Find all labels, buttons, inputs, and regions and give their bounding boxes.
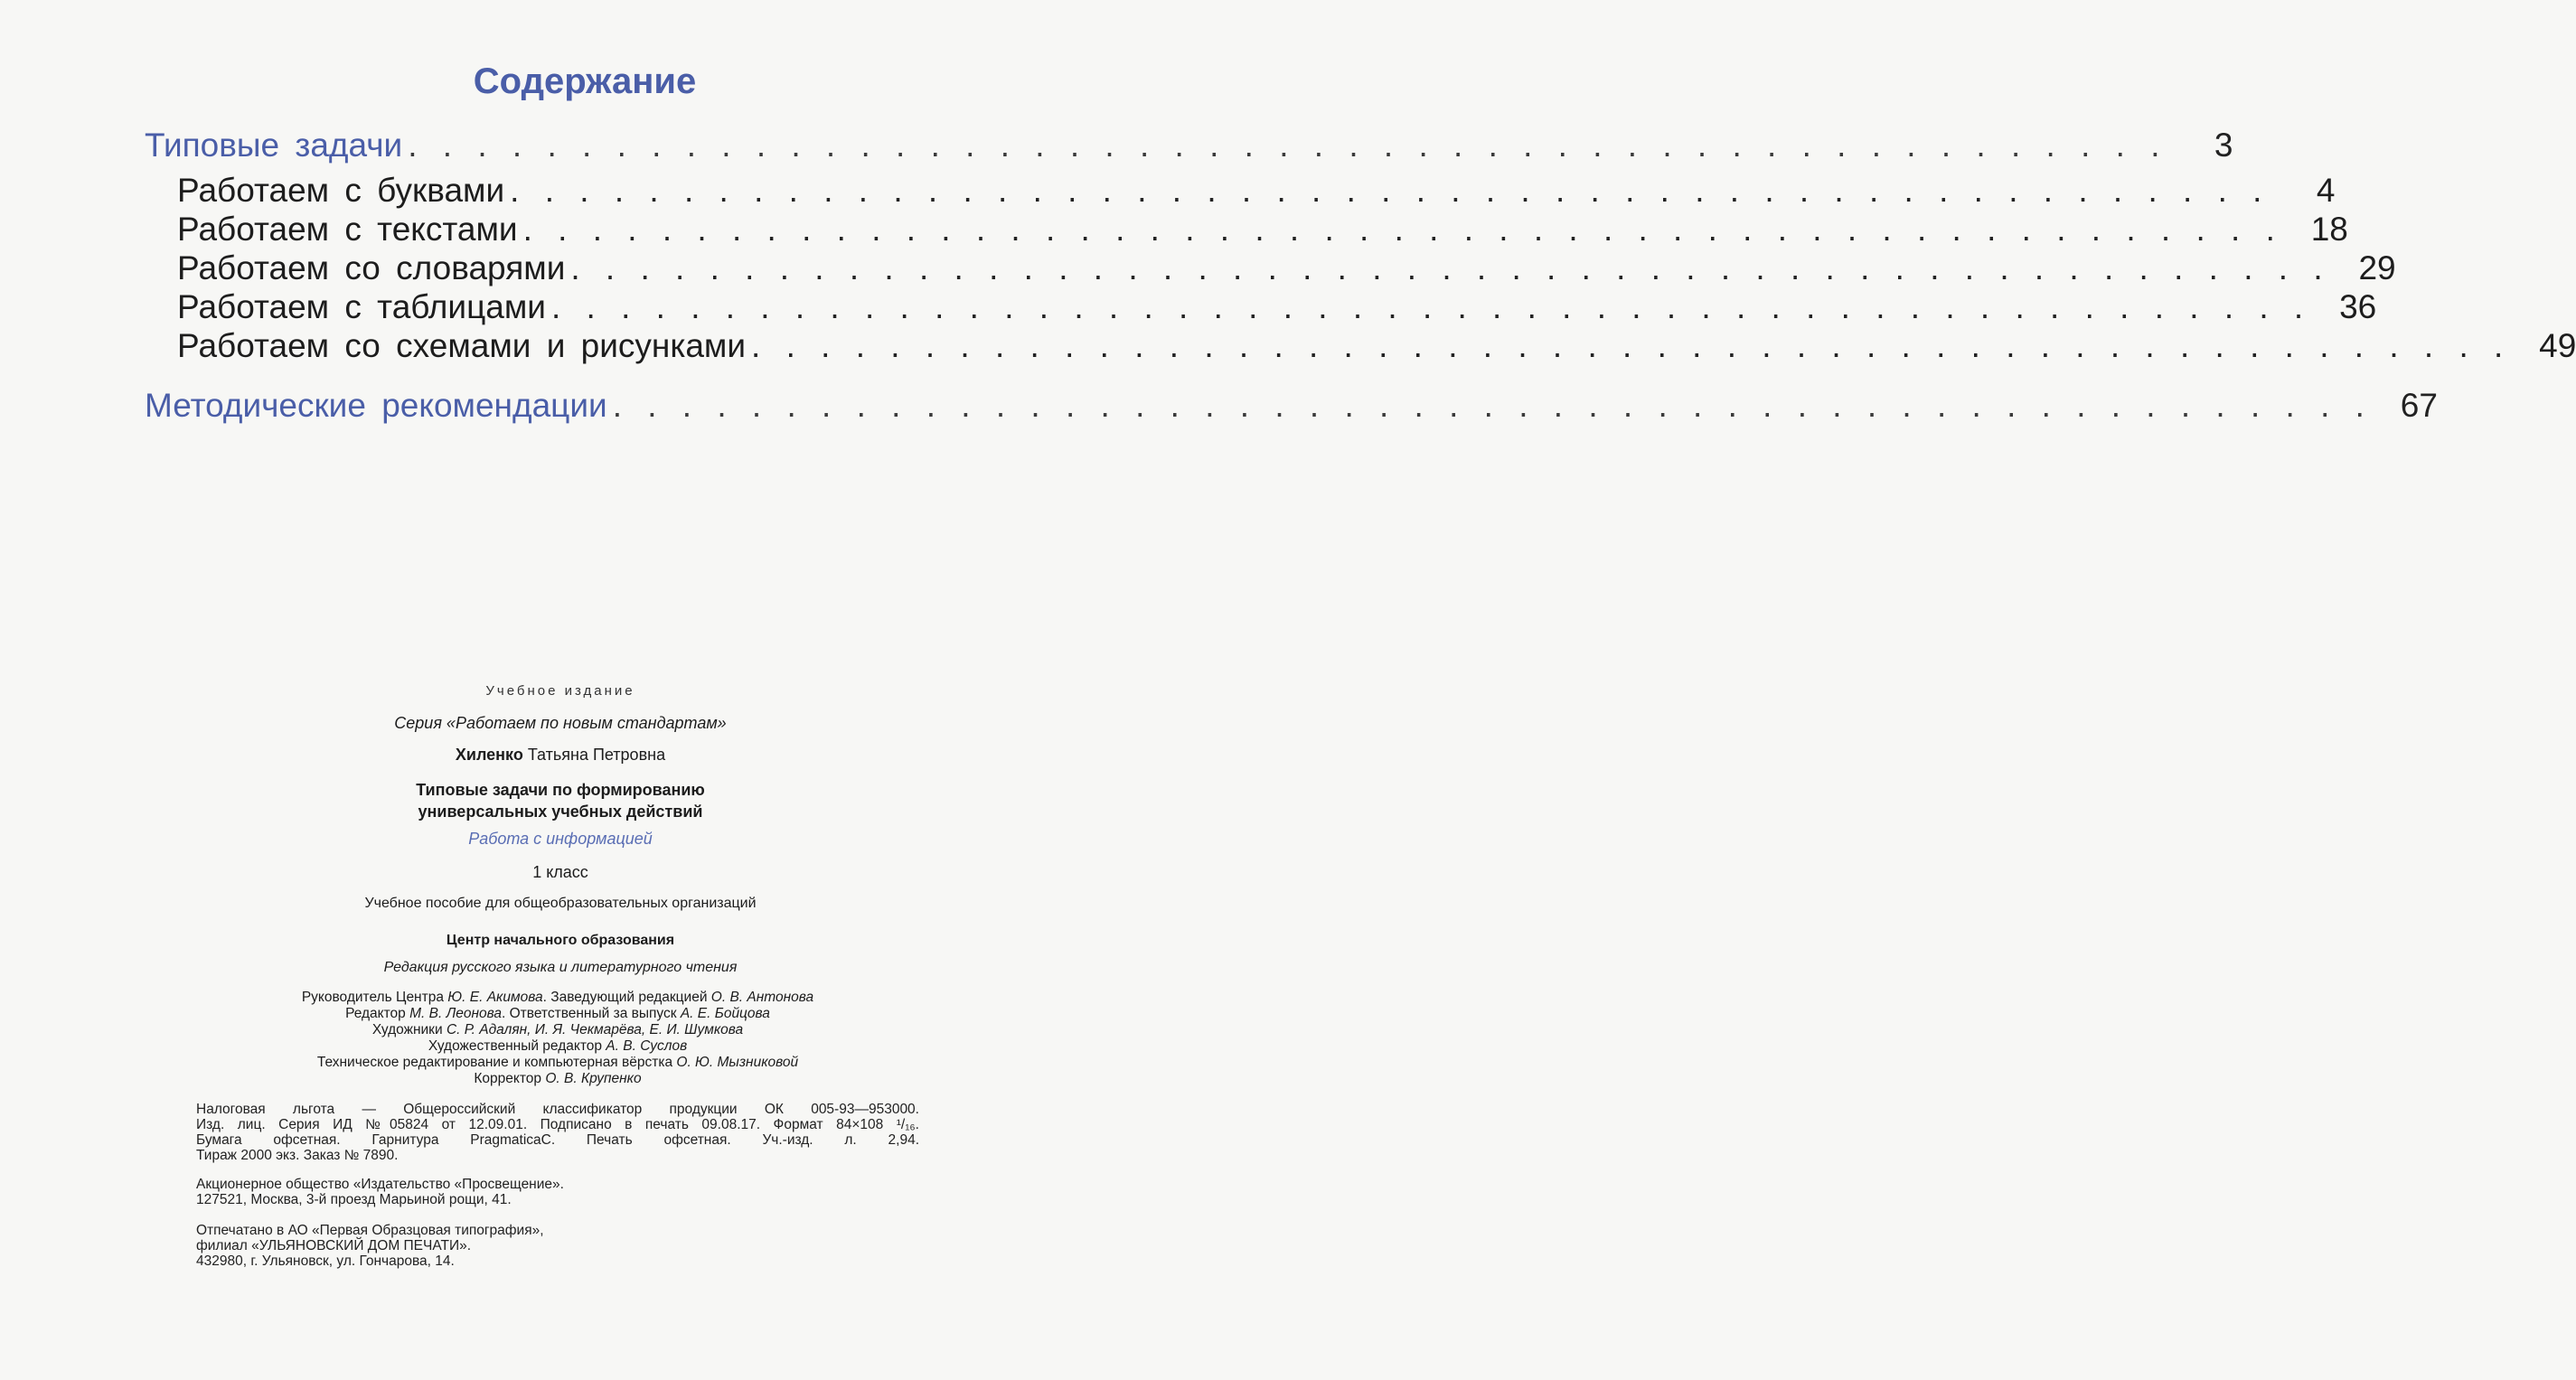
- toc-entry[interactable]: [0, 211, 2348, 249]
- toc-entry[interactable]: [0, 172, 2336, 210]
- series-name: Серия «Работаем по новым стандартам»: [394, 714, 727, 732]
- toc-entry-page: 67: [2400, 387, 2438, 424]
- toc-entry-label: Методические рекомендации: [145, 387, 607, 424]
- printer-info: [196, 1223, 919, 1269]
- credit-line: [0, 1006, 1115, 1022]
- toc-leader-dots: . . . . . . . . . . . . . . . . . . . . . . . . . . . . . . . . . . . . . . . . . . . . . . . . . . .: [612, 387, 2373, 424]
- toc-entry-page: 49: [2539, 327, 2576, 364]
- author-first-name: Татьяна Петровна: [527, 746, 666, 764]
- toc-entry-label: Работаем со словарями: [177, 249, 566, 286]
- tax-exemption: Налоговая льгота — Общероссийский классификатор продукции ОК 005-93—953000.: [196, 1102, 919, 1117]
- edition-type: Учебное издание: [485, 683, 635, 699]
- editorial-office: Редакция русского языка и литературного чтения: [383, 960, 738, 975]
- toc-leader-dots: . . . . . . . . . . . . . . . . . . . . . . . . . . . . . . . . . . . . . . . . . . . . . . . . . . .: [570, 249, 2331, 286]
- toc-title: Содержание: [473, 61, 697, 101]
- print-run: Тираж 2000 экз. Заказ № 7890.: [196, 1148, 399, 1163]
- book-title-line-2: универсальных учебных действий: [418, 803, 703, 821]
- publisher-address: 127521, Москва, 3-й проезд Марьиной рощи, 41.: [196, 1192, 512, 1207]
- credit-line: [0, 1071, 1115, 1087]
- toc-entry-page: 36: [2339, 288, 2377, 325]
- credit-line: [0, 990, 1115, 1006]
- toc-entry-page: 29: [2358, 249, 2396, 286]
- credit-role: Художественный редактор: [428, 1038, 602, 1054]
- grade: 1 класс: [532, 863, 588, 881]
- credit-role: . Ответственный за выпуск: [501, 1006, 677, 1021]
- toc-entry[interactable]: [0, 249, 2396, 287]
- credit-name: А. В. Суслов: [606, 1038, 688, 1054]
- toc-entry-label: Типовые задачи: [145, 127, 403, 164]
- publishing-center: Центр начального образования: [446, 933, 675, 948]
- toc-entry[interactable]: [0, 288, 2377, 326]
- printer-branch: филиал «УЛЬЯНОВСКИЙ ДОМ ПЕЧАТИ».: [196, 1238, 472, 1253]
- print-specs: Бумага офсетная. Гарнитура PragmaticaC. Печать офсетная. Уч.-изд. л. 2,94.: [196, 1132, 919, 1148]
- toc-entry-label: Работаем с текстами: [177, 211, 518, 248]
- credit-role: Руководитель Центра: [301, 990, 444, 1005]
- publisher-info: [196, 1177, 919, 1207]
- toc-entry-page: 4: [2316, 172, 2336, 209]
- toc-entry-label: Работаем с таблицами: [177, 288, 546, 325]
- credit-line: [0, 1038, 1115, 1055]
- credit-name: О. Ю. Мызниковой: [676, 1055, 799, 1070]
- toc-leader-dots: . . . . . . . . . . . . . . . . . . . . . . . . . . . . . . . . . . . . . . . . . . . . . . . . . . .: [408, 127, 2168, 164]
- credit-role: Художники: [371, 1022, 443, 1037]
- toc-entry[interactable]: [0, 387, 2438, 425]
- toc-entry-label: Работаем со схемами и рисунками: [177, 327, 747, 364]
- credit-role: Редактор: [345, 1006, 406, 1021]
- toc-leader-dots: . . . . . . . . . . . . . . . . . . . . . . . . . . . . . . . . . . . . . . . . . . . . . . . . . . .: [510, 172, 2270, 209]
- printer-address: 432980, г. Ульяновск, ул. Гончарова, 14.: [196, 1253, 455, 1269]
- toc-leader-dots: . . . . . . . . . . . . . . . . . . . . . . . . . . . . . . . . . . . . . . . . . . . . . . . . . . .: [550, 288, 2312, 325]
- license-info: Изд. лиц. Серия ИД №05824 от 12.09.01. Подписано в печать 09.08.17. Формат 84×108 ¹/₁₆.: [196, 1117, 919, 1132]
- toc-entry[interactable]: [0, 327, 2576, 365]
- toc-entry[interactable]: [0, 127, 2233, 164]
- author: [0, 746, 1121, 765]
- toc-entry-page: 3: [2214, 127, 2233, 164]
- publisher-name: Акционерное общество «Издательство «Просвещение».: [196, 1177, 564, 1192]
- toc-entry-label: Работаем с буквами: [177, 172, 505, 209]
- toc-leader-dots: . . . . . . . . . . . . . . . . . . . . . . . . . . . . . . . . . . . . . . . . . . . . . . . . . . .: [751, 327, 2512, 364]
- credit-line: [0, 1055, 1115, 1071]
- credit-role: . Заведующий редакцией: [542, 990, 708, 1005]
- book-purpose: Учебное пособие для общеобразовательных организаций: [364, 896, 757, 911]
- credit-name: А. Е. Бойцова: [680, 1006, 770, 1021]
- book-title-line-1: Типовые задачи по формированию: [416, 781, 705, 799]
- legal-info: [196, 1102, 919, 1163]
- toc-entry-page: 18: [2310, 211, 2348, 248]
- credit-role: Техническое редактирование и компьютерная вёрстка: [316, 1055, 673, 1070]
- credit-line: [0, 1022, 1115, 1038]
- credit-name: М. В. Леонова: [409, 1006, 502, 1021]
- author-last-name: Хиленко: [455, 746, 523, 764]
- printer-name: Отпечатано в АО «Первая Образцовая типография»,: [196, 1223, 544, 1238]
- credit-name: С. Р. Адалян, И. Я. Чекмарёва, Е. И. Шумкова: [446, 1022, 744, 1037]
- credit-role: Корректор: [474, 1071, 542, 1086]
- credit-name: О. В. Крупенко: [545, 1071, 642, 1086]
- credit-name: О. В. Антонова: [710, 990, 814, 1005]
- credit-name: Ю. Е. Акимова: [447, 990, 543, 1005]
- book-subtitle: Работа с информацией: [468, 830, 653, 848]
- toc-leader-dots: . . . . . . . . . . . . . . . . . . . . . . . . . . . . . . . . . . . . . . . . . . . . . . . . . . .: [522, 211, 2283, 248]
- credits: [0, 990, 1115, 1087]
